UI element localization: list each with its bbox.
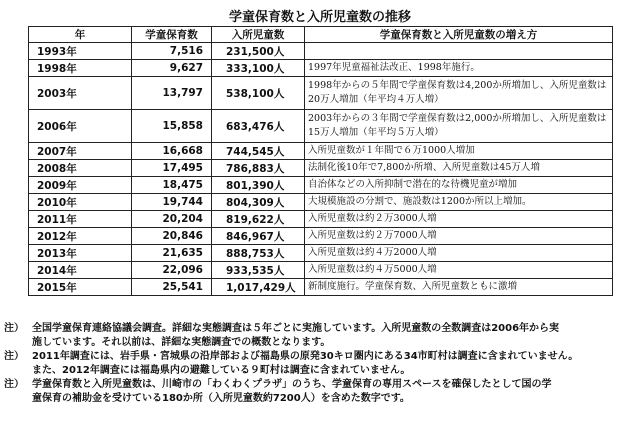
table-row [29, 43, 613, 60]
children-cell: 231,500人 [212, 43, 305, 60]
children-cell: 801,390人 [212, 177, 305, 194]
table-row [29, 279, 613, 296]
table-row [29, 194, 613, 211]
children-cell: 933,535人 [212, 262, 305, 279]
year-cell: 2010年 [29, 194, 132, 211]
count-cell: 21,635 [132, 245, 212, 262]
count-cell: 19,744 [132, 194, 212, 211]
children-cell: 683,476人 [212, 110, 305, 143]
children-cell: 804,309人 [212, 194, 305, 211]
table-row [29, 110, 613, 143]
count-cell: 25,541 [132, 279, 212, 296]
year-cell: 2007年 [29, 143, 132, 160]
footnote-line: 童保育の補助金を受けている180か所（入所児童数約7200人）を含めた数字です。 [32, 393, 410, 404]
year-cell: 1993年 [29, 43, 132, 60]
count-cell: 7,516 [132, 43, 212, 60]
table-row [29, 177, 613, 194]
count-cell: 15,858 [132, 110, 212, 143]
table-row [29, 160, 613, 177]
count-cell: 13,797 [132, 77, 212, 110]
year-cell: 2008年 [29, 160, 132, 177]
data-table [28, 26, 613, 296]
footnote-mark: 注） [4, 323, 24, 334]
table-row [29, 60, 613, 77]
table-row [29, 143, 613, 160]
column-header-note: 学童保育数と入所児童数の増え方 [305, 27, 613, 43]
note-cell: 入所児童数は約４万5000人増 [305, 262, 613, 279]
footnote-mark: 注） [4, 379, 24, 390]
children-cell: 538,100人 [212, 77, 305, 110]
children-cell: 786,883人 [212, 160, 305, 177]
footnote [4, 378, 636, 406]
count-cell: 20,204 [132, 211, 212, 228]
footnotes [4, 322, 636, 406]
note-cell: 入所児童数が１年間で６万1000人増加 [305, 143, 613, 160]
footnote-line: 施しています。それ以前は、詳細な実態調査での概数となります。 [32, 337, 331, 348]
count-cell: 17,495 [132, 160, 212, 177]
count-cell: 9,627 [132, 60, 212, 77]
year-cell: 2003年 [29, 77, 132, 110]
table-row [29, 262, 613, 279]
note-cell: 法制化後10年で7,800か所増、入所児童数は45万人増 [305, 160, 613, 177]
year-cell: 2015年 [29, 279, 132, 296]
note-cell: 自治体などの入所抑制で潜在的な待機児童が増加 [305, 177, 613, 194]
table-row [29, 211, 613, 228]
note-cell: 2003年からの３年間で学童保育数は2,000か所増加し、入所児童数は15万人増加（年平均５万人増） [305, 110, 613, 143]
table-row [29, 77, 613, 110]
footnote-body [32, 322, 636, 350]
footnote-mark: 注） [4, 351, 24, 362]
footnote [4, 350, 636, 378]
note-cell: 1998年からの５年間で学童保育数は4,200か所増加し、入所児童数は20万人増加（年平均４万人増） [305, 77, 613, 110]
children-cell: 819,622人 [212, 211, 305, 228]
count-cell: 16,668 [132, 143, 212, 160]
table-row [29, 245, 613, 262]
year-cell: 2013年 [29, 245, 132, 262]
children-cell: 333,100人 [212, 60, 305, 77]
footnote-body [32, 378, 636, 406]
year-cell: 2009年 [29, 177, 132, 194]
footnote-body [32, 350, 636, 378]
note-cell: 入所児童数は約２万3000人増 [305, 211, 613, 228]
children-cell: 888,753人 [212, 245, 305, 262]
note-cell [305, 43, 613, 60]
column-header-children: 入所児童数 [212, 27, 305, 43]
children-cell: 1,017,429人 [212, 279, 305, 296]
table-row [29, 228, 613, 245]
note-cell: 新制度施行。学童保育数、入所児童数ともに激増 [305, 279, 613, 296]
year-cell: 2014年 [29, 262, 132, 279]
count-cell: 18,475 [132, 177, 212, 194]
note-cell: 入所児童数は約４万2000人増 [305, 245, 613, 262]
footnote-line: また、2012年調査には福島県内の避難している９町村は調査に含まれていません。 [32, 365, 411, 376]
children-cell: 846,967人 [212, 228, 305, 245]
table-header-row [29, 27, 613, 43]
year-cell: 1998年 [29, 60, 132, 77]
children-cell: 744,545人 [212, 143, 305, 160]
footnote-line: 2011年調査には、岩手県・宮城県の沿岸部および福島県の原発30キロ圏内にある34市町村は調査に含まれていません。 [32, 351, 579, 362]
year-cell: 2012年 [29, 228, 132, 245]
page-title: 学童保育数と入所児童数の推移 [228, 10, 411, 25]
year-cell: 2006年 [29, 110, 132, 143]
column-header-count: 学童保育数 [132, 27, 212, 43]
year-cell: 2011年 [29, 211, 132, 228]
column-header-year: 年 [29, 27, 132, 43]
count-cell: 22,096 [132, 262, 212, 279]
note-cell: 入所児童数は約２万7000人増 [305, 228, 613, 245]
footnote-line: 学童保育数と入所児童数は、川崎市の「わくわくプラザ」のうち、学童保育の専用スペースを確保したとして国の学 [32, 379, 552, 390]
count-cell: 20,846 [132, 228, 212, 245]
footnote [4, 322, 636, 350]
footnote-line: 全国学童保育連絡協議会調査。詳細な実態調査は５年ごとに実施しています。入所児童数の全数調査は2006年から実 [32, 323, 560, 334]
note-cell: 大規模施設の分割で、施設数は1200か所以上増加。 [305, 194, 613, 211]
note-cell: 1997年児童福祉法改正、1998年施行。 [305, 60, 613, 77]
